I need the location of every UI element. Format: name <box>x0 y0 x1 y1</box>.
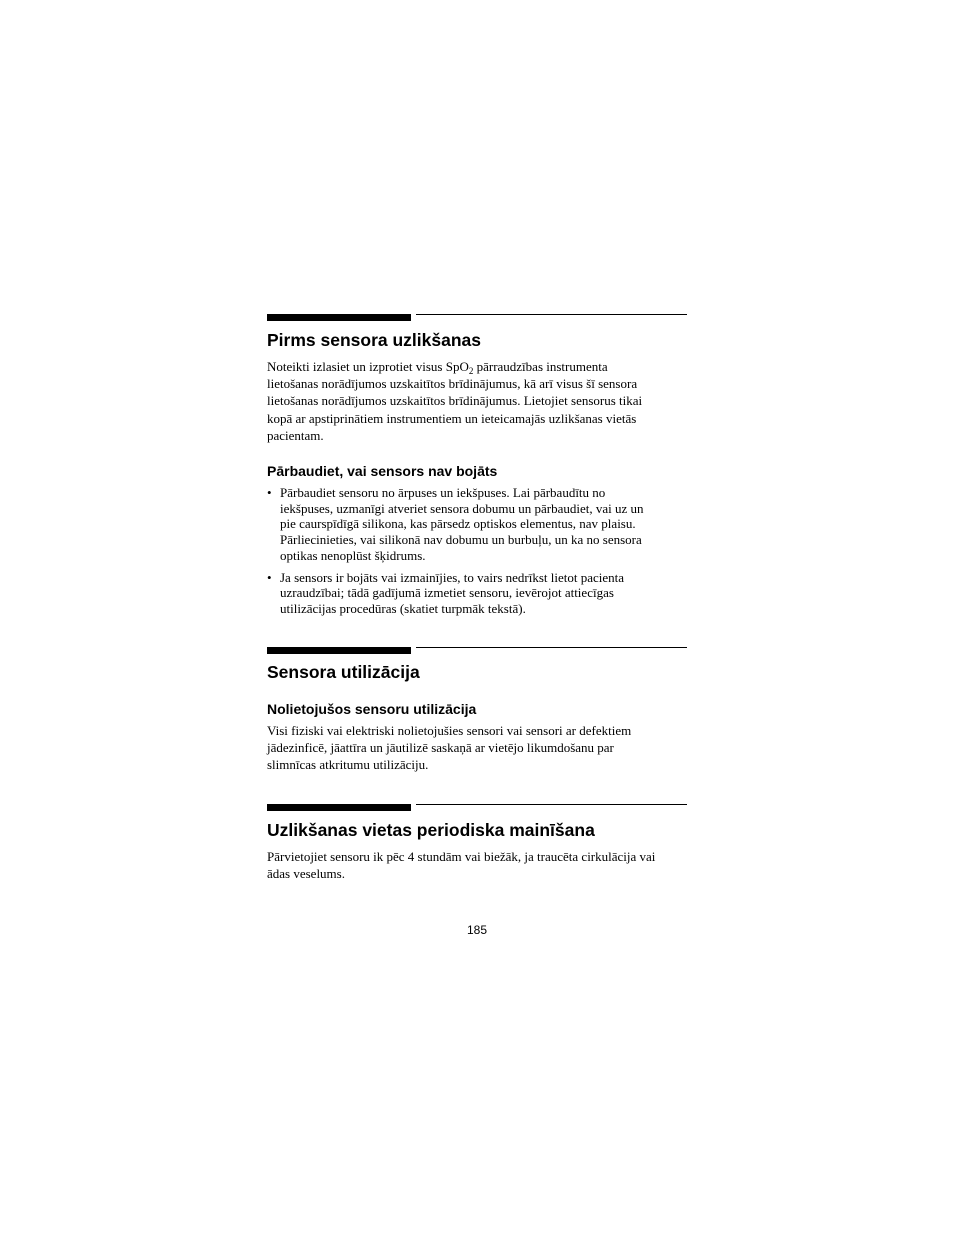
list-item-line: Ja sensors ir bojāts vai izmainījies, to vairs nedrīkst lietot pacienta <box>280 569 625 585</box>
text-run: Noteikti izlasiet un izprotiet visus SpO <box>267 359 469 374</box>
bullet-list <box>267 485 689 617</box>
divider-thin-line <box>416 647 687 648</box>
bullet-icon: • <box>267 569 272 585</box>
section-intro-paragraph <box>267 358 689 444</box>
list-item-line: optikas nenoplūst šķidrums. <box>280 547 426 563</box>
list-item-line: Pārliecinieties, vai silikonā nav dobumu un burbuļu, un ka no sensora <box>280 532 642 548</box>
list-item-line: pie caurspīdīgā silikona, kas pārsedz optiskos elementus, nav plaisu. <box>280 516 636 532</box>
paragraph-line: kopā ar apstiprinātiem instrumentiem un ieteicamajās uzlikšanas vietās <box>267 410 637 426</box>
paragraph-line: ādas veselums. <box>267 866 345 882</box>
section-heading-site-rotation: Uzlikšanas vietas periodiska mainīšana <box>267 820 595 840</box>
list-item-line: uzraudzībai; tādā gadījumā izmetiet sensoru, ievērojot attiecīgas <box>280 585 614 601</box>
divider-thick-bar <box>267 314 411 321</box>
section-heading-before-applying: Pirms sensora uzlikšanas <box>267 330 481 350</box>
text-run: pārraudzības instrumenta <box>473 359 608 374</box>
bullet-icon: • <box>267 485 272 500</box>
section-divider <box>267 314 687 321</box>
paragraph-line: Pārvietojiet sensoru ik pēc 4 stundām vai biežāk, ja traucēta cirkulācija vai <box>267 849 656 864</box>
paragraph-line: pacientam. <box>267 427 324 443</box>
divider-thick-bar <box>267 804 411 811</box>
paragraph-line: jādezinficē, jāattīra un jāutilizē saskaņā ar vietējo likumdošanu par <box>267 740 614 756</box>
subscript: 2 <box>468 366 474 376</box>
divider-thin-line <box>416 314 687 315</box>
paragraph-line <box>267 358 689 375</box>
list-item-line: utilizācijas procedūras (skatiet turpmāk tekstā). <box>280 600 526 616</box>
paragraph-line: lietošanas norādījumos uzskaitītos brīdinājumus. Lietojiet sensorus tikai <box>267 393 643 409</box>
section-heading-disposal: Sensora utilizācija <box>267 662 420 682</box>
list-item-line: Pārbaudiet sensoru no ārpuses un iekšpuses. Lai pārbaudītu no <box>280 485 606 500</box>
paragraph-line: slimnīcas atkritumu utilizāciju. <box>267 757 429 773</box>
paragraph-line: Visi fiziski vai elektriski nolietojušies sensori vai sensori ar defektiem <box>267 723 632 738</box>
divider-thin-line <box>416 804 687 805</box>
list-item <box>267 485 689 564</box>
section-divider <box>267 804 687 811</box>
list-item-line: iekšpuses, uzmanīgi atveriet sensora dobumu un pārbaudiet, vai uz un <box>280 500 644 516</box>
section-divider <box>267 647 687 654</box>
disposal-paragraph <box>267 722 689 774</box>
paragraph-line: lietošanas norādījumos uzskaitītos brīdinājumus, kā arī visus šī sensora <box>267 376 638 392</box>
page-number: 185 <box>466 923 488 937</box>
subheading-check-damage: Pārbaudiet, vai sensors nav bojāts <box>267 463 498 479</box>
subheading-worn-sensor-disposal: Nolietojušos sensoru utilizācija <box>267 701 477 717</box>
site-rotation-paragraph <box>267 848 689 882</box>
list-item <box>267 570 689 617</box>
divider-thick-bar <box>267 647 411 654</box>
